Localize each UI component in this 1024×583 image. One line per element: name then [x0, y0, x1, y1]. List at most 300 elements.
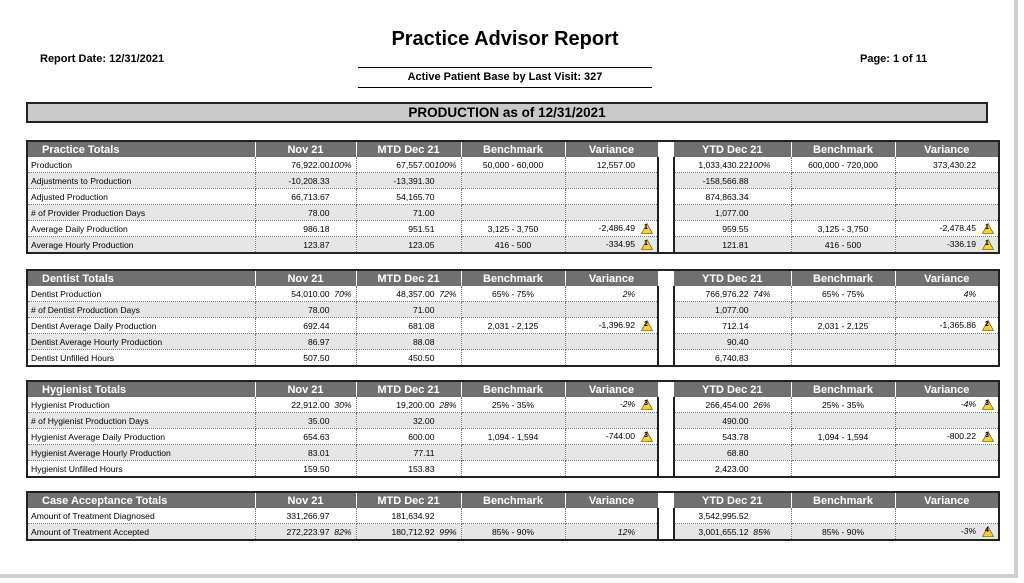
- column-gap: [658, 413, 674, 429]
- warning-badge: [635, 431, 653, 441]
- mtd-cell-value: 600.00: [408, 431, 435, 442]
- warning-badge: [976, 399, 994, 409]
- mtd-cell: [356, 334, 461, 350]
- variance-cell: [895, 429, 999, 445]
- ytd-cell-value: 6,740.83: [715, 352, 749, 363]
- nov-cell-value: 331,266.97: [286, 510, 330, 521]
- mtd-cell-value: 123.05: [408, 239, 435, 250]
- variance-cell: [565, 350, 658, 367]
- column-gap: [658, 429, 674, 445]
- page-indicator: Page: 1 of 11: [860, 53, 928, 65]
- table-row: [27, 413, 999, 429]
- ytd-cell: [674, 205, 791, 221]
- variance-value: 12,557.00: [596, 159, 635, 170]
- table-row: [27, 524, 999, 541]
- variance-cell: [565, 302, 658, 318]
- variance-cell: [565, 189, 658, 205]
- benchmark-cell: [791, 189, 895, 205]
- nov-cell-value: 54,010.00: [291, 288, 330, 299]
- column-gap: [658, 524, 674, 541]
- badge-number: 1: [985, 239, 989, 247]
- variance-cell: [565, 157, 658, 173]
- variance-value: -744.00: [605, 430, 635, 441]
- benchmark-cell: 3,125 - 3,750: [461, 221, 565, 237]
- row-label: # of Provider Production Days: [27, 205, 255, 221]
- column-header: Variance: [895, 492, 999, 508]
- variance-cell: [565, 286, 658, 302]
- row-label: Amount of Treatment Diagnosed: [27, 508, 255, 524]
- benchmark-cell: [791, 334, 895, 350]
- nov-cell: [255, 205, 356, 221]
- mtd-cell-value: 450.50: [408, 352, 435, 363]
- variance-cell: [565, 461, 658, 478]
- mtd-cell-percent: 99%: [439, 526, 457, 537]
- benchmark-cell: [461, 350, 565, 367]
- variance-cell: [895, 173, 999, 189]
- nov-cell: [255, 350, 356, 367]
- section-title: Practice Totals: [27, 141, 255, 157]
- column-header: Benchmark: [791, 270, 895, 286]
- benchmark-cell: [791, 302, 895, 318]
- benchmark-cell: [791, 461, 895, 478]
- warning-badge: [976, 320, 994, 330]
- variance-cell: [895, 157, 999, 173]
- ytd-cell-percent: 74%: [753, 288, 771, 299]
- variance-cell: [565, 524, 658, 541]
- section-table-hygienist-totals: [26, 380, 1000, 478]
- ytd-cell-value: 766,976.22: [705, 288, 749, 299]
- nov-cell: [255, 286, 356, 302]
- row-label: Hygienist Average Hourly Production: [27, 445, 255, 461]
- nov-cell: [255, 237, 356, 254]
- table-row: [27, 461, 999, 478]
- ytd-cell: [674, 157, 791, 173]
- section-title: Hygienist Totals: [27, 381, 255, 397]
- badge-number: 4: [985, 526, 989, 534]
- benchmark-cell: 3,125 - 3,750: [791, 221, 895, 237]
- section-table-case-acceptance-totals: [26, 491, 1000, 541]
- table-row: [27, 302, 999, 318]
- ytd-cell-value: -158,566.88: [702, 175, 749, 186]
- mtd-cell: [356, 397, 461, 413]
- column-header: Variance: [565, 381, 658, 397]
- benchmark-cell: 65% - 75%: [461, 286, 565, 302]
- benchmark-cell: 65% - 75%: [791, 286, 895, 302]
- row-label: Adjusted Production: [27, 189, 255, 205]
- mtd-cell: [356, 413, 461, 429]
- ytd-cell: [674, 334, 791, 350]
- ytd-cell-value: 959.55: [722, 223, 749, 234]
- mtd-cell: [356, 205, 461, 221]
- variance-value: -2%: [619, 398, 635, 409]
- nov-cell-percent: 30%: [334, 399, 352, 410]
- benchmark-cell: [791, 413, 895, 429]
- variance-value: -4%: [960, 398, 976, 409]
- report-title: Practice Advisor Report: [391, 28, 619, 50]
- variance-cell: [565, 429, 658, 445]
- variance-cell: [895, 524, 999, 541]
- section-title: Dentist Totals: [27, 270, 255, 286]
- variance-value: -2,478.45: [939, 222, 976, 233]
- mtd-cell: [356, 445, 461, 461]
- column-gap: [658, 461, 674, 478]
- mtd-cell-value: 681.08: [408, 320, 435, 331]
- nov-cell-value: 35.00: [307, 415, 330, 426]
- ytd-cell: [674, 524, 791, 541]
- nov-cell: [255, 524, 356, 541]
- benchmark-cell: 1,094 - 1,594: [461, 429, 565, 445]
- ytd-cell: [674, 189, 791, 205]
- variance-cell: [895, 189, 999, 205]
- badge-number: 3: [644, 431, 648, 439]
- benchmark-cell: [461, 413, 565, 429]
- variance-value: -334.95: [605, 238, 635, 249]
- column-header: Nov 21: [255, 270, 356, 286]
- nov-cell: [255, 508, 356, 524]
- mtd-cell: [356, 286, 461, 302]
- variance-cell: [895, 221, 999, 237]
- row-label: Amount of Treatment Accepted: [27, 524, 255, 541]
- variance-cell: [565, 413, 658, 429]
- section-header-row: [27, 141, 999, 157]
- ytd-cell-value: 3,001,655.12: [698, 526, 749, 537]
- row-label: Average Hourly Production: [27, 237, 255, 254]
- column-header: Nov 21: [255, 381, 356, 397]
- mtd-cell-value: 48,357.00: [396, 288, 435, 299]
- variance-cell: [895, 413, 999, 429]
- variance-cell: [565, 397, 658, 413]
- production-banner: PRODUCTION as of 12/31/2021: [26, 102, 988, 123]
- column-gap: [658, 286, 674, 302]
- column-gap: [658, 492, 674, 508]
- row-label: Dentist Average Hourly Production: [27, 334, 255, 350]
- column-gap: [658, 141, 674, 157]
- table-row: [27, 318, 999, 334]
- column-header: Benchmark: [461, 381, 565, 397]
- report-date-label: Report Date:: [40, 53, 107, 65]
- nov-cell: [255, 445, 356, 461]
- mtd-cell: [356, 221, 461, 237]
- mtd-cell-percent: 72%: [439, 288, 457, 299]
- column-header: Nov 21: [255, 492, 356, 508]
- warning-badge: [976, 239, 994, 249]
- variance-cell: [895, 237, 999, 254]
- ytd-cell-percent: 85%: [753, 526, 771, 537]
- warning-badge: [976, 223, 994, 233]
- ytd-cell-value: 1,033,430.22: [698, 159, 749, 170]
- variance-value: -336.19: [946, 238, 976, 249]
- row-label: # of Hygienist Production Days: [27, 413, 255, 429]
- ytd-cell: [674, 429, 791, 445]
- column-gap: [658, 397, 674, 413]
- mtd-cell-percent: 100%: [434, 159, 457, 170]
- badge-number: 1: [644, 223, 648, 231]
- variance-value: -1,396.92: [598, 319, 635, 330]
- benchmark-cell: 416 - 500: [791, 237, 895, 254]
- ytd-cell-value: 266,454.00: [705, 399, 749, 410]
- nov-cell-value: 76,922.00: [291, 159, 330, 170]
- report-subtitle: Active Patient Base by Last Visit: 327: [358, 67, 652, 88]
- column-gap: [658, 237, 674, 254]
- row-label: Dentist Average Daily Production: [27, 318, 255, 334]
- column-gap: [658, 270, 674, 286]
- mtd-cell: [356, 429, 461, 445]
- ytd-cell-value: 2,423.00: [715, 463, 749, 474]
- mtd-cell-value: 153.83: [408, 463, 435, 474]
- ytd-cell: [674, 286, 791, 302]
- mtd-cell: [356, 524, 461, 541]
- nov-cell-value: 692.44: [303, 320, 330, 331]
- column-header: Benchmark: [461, 141, 565, 157]
- column-gap: [658, 189, 674, 205]
- nov-cell-value: 86.97: [307, 336, 330, 347]
- mtd-cell-value: 88.08: [412, 336, 435, 347]
- benchmark-cell: 2,031 - 2,125: [791, 318, 895, 334]
- nov-cell-value: 123.87: [303, 239, 330, 250]
- variance-cell: [895, 286, 999, 302]
- mtd-cell-value: 71.00: [412, 304, 435, 315]
- benchmark-cell: [461, 205, 565, 221]
- table-row: [27, 286, 999, 302]
- row-label: Production: [27, 157, 255, 173]
- warning-badge: [635, 239, 653, 249]
- mtd-cell-value: -13,391.30: [393, 175, 435, 186]
- variance-cell: [895, 508, 999, 524]
- ytd-cell: [674, 237, 791, 254]
- nov-cell: [255, 461, 356, 478]
- variance-cell: [895, 334, 999, 350]
- ytd-cell: [674, 221, 791, 237]
- column-header: MTD Dec 21: [356, 381, 461, 397]
- benchmark-cell: [461, 173, 565, 189]
- mtd-cell: [356, 508, 461, 524]
- column-header: Variance: [565, 270, 658, 286]
- variance-cell: [895, 302, 999, 318]
- report-date-value: 12/31/2021: [109, 53, 165, 65]
- mtd-cell-value: 180,712.92: [391, 526, 435, 537]
- mtd-cell-value: 54,165.70: [396, 191, 435, 202]
- column-header: Variance: [895, 141, 999, 157]
- mtd-cell: [356, 157, 461, 173]
- ytd-cell-value: 712.14: [722, 320, 749, 331]
- report-date: [40, 53, 164, 65]
- row-label: Dentist Unfilled Hours: [27, 350, 255, 367]
- ytd-cell-value: 874,863.34: [705, 191, 749, 202]
- ytd-cell: [674, 302, 791, 318]
- table-row: [27, 157, 999, 173]
- row-label: Average Daily Production: [27, 221, 255, 237]
- variance-cell: [565, 334, 658, 350]
- column-header: MTD Dec 21: [356, 492, 461, 508]
- column-header: Variance: [565, 492, 658, 508]
- column-gap: [658, 508, 674, 524]
- ytd-cell-value: 121.81: [722, 239, 749, 250]
- column-header: Benchmark: [791, 381, 895, 397]
- column-gap: [658, 350, 674, 367]
- variance-value: 4%: [963, 288, 976, 299]
- nov-cell-value: 78.00: [307, 304, 330, 315]
- variance-cell: [565, 237, 658, 254]
- row-label: Adjustments to Production: [27, 173, 255, 189]
- benchmark-cell: [461, 445, 565, 461]
- variance-cell: [565, 508, 658, 524]
- mtd-cell: [356, 350, 461, 367]
- badge-number: 2: [644, 320, 648, 328]
- variance-cell: [565, 173, 658, 189]
- column-gap: [658, 302, 674, 318]
- column-header: Variance: [895, 270, 999, 286]
- benchmark-cell: [461, 334, 565, 350]
- variance-cell: [895, 318, 999, 334]
- badge-number: 3: [644, 399, 648, 407]
- benchmark-cell: [461, 302, 565, 318]
- column-gap: [658, 173, 674, 189]
- variance-cell: [895, 445, 999, 461]
- section-header-row: [27, 492, 999, 508]
- variance-cell: [565, 445, 658, 461]
- row-label: Hygienist Unfilled Hours: [27, 461, 255, 478]
- column-header: Variance: [895, 381, 999, 397]
- benchmark-cell: [791, 445, 895, 461]
- ytd-cell: [674, 318, 791, 334]
- column-gap: [658, 221, 674, 237]
- benchmark-cell: [791, 205, 895, 221]
- column-gap: [658, 205, 674, 221]
- benchmark-cell: [791, 508, 895, 524]
- nov-cell: [255, 413, 356, 429]
- nov-cell-percent: 70%: [334, 288, 352, 299]
- nov-cell-value: 66,713.67: [291, 191, 330, 202]
- nov-cell-percent: 82%: [334, 526, 352, 537]
- section-title: Case Acceptance Totals: [27, 492, 255, 508]
- mtd-cell-value: 32.00: [412, 415, 435, 426]
- column-header: Nov 21: [255, 141, 356, 157]
- section-header-row: [27, 381, 999, 397]
- ytd-cell: [674, 461, 791, 478]
- row-label: Hygienist Production: [27, 397, 255, 413]
- benchmark-cell: 600,000 - 720,000: [791, 157, 895, 173]
- nov-cell-value: -10,208.33: [288, 175, 330, 186]
- column-header: Variance: [565, 141, 658, 157]
- nov-cell: [255, 157, 356, 173]
- ytd-cell-value: 1,077.00: [715, 207, 749, 218]
- variance-value: -800.22: [946, 430, 976, 441]
- table-row: [27, 173, 999, 189]
- nov-cell-value: 986.18: [303, 223, 330, 234]
- benchmark-cell: 25% - 35%: [791, 397, 895, 413]
- ytd-cell-value: 3,542,995.52: [698, 510, 749, 521]
- nov-cell: [255, 334, 356, 350]
- table-row: [27, 237, 999, 254]
- variance-value: 373,430.22: [932, 159, 976, 170]
- badge-number: 3: [985, 431, 989, 439]
- variance-value: -2,486.49: [598, 222, 635, 233]
- table-row: [27, 334, 999, 350]
- ytd-cell: [674, 445, 791, 461]
- ytd-cell-value: 68.80: [726, 447, 749, 458]
- nov-cell-percent: 100%: [329, 159, 352, 170]
- mtd-cell: [356, 318, 461, 334]
- benchmark-cell: 25% - 35%: [461, 397, 565, 413]
- warning-badge: [635, 223, 653, 233]
- column-gap: [658, 318, 674, 334]
- table-row: [27, 429, 999, 445]
- table-row: [27, 221, 999, 237]
- mtd-cell: [356, 302, 461, 318]
- mtd-cell: [356, 461, 461, 478]
- mtd-cell-percent: 28%: [439, 399, 457, 410]
- variance-cell: [895, 205, 999, 221]
- warning-badge: [976, 526, 994, 536]
- benchmark-cell: [461, 461, 565, 478]
- nov-cell-value: 159.50: [303, 463, 330, 474]
- table-row: [27, 397, 999, 413]
- column-header: MTD Dec 21: [356, 141, 461, 157]
- ytd-cell: [674, 508, 791, 524]
- mtd-cell: [356, 173, 461, 189]
- table-row: [27, 508, 999, 524]
- nov-cell: [255, 429, 356, 445]
- nov-cell-value: 507.50: [303, 352, 330, 363]
- benchmark-cell: 1,094 - 1,594: [791, 429, 895, 445]
- ytd-cell: [674, 350, 791, 367]
- benchmark-cell: [791, 350, 895, 367]
- variance-cell: [565, 318, 658, 334]
- ytd-cell-percent: 100%: [748, 159, 771, 170]
- mtd-cell: [356, 189, 461, 205]
- ytd-cell-value: 543.78: [722, 431, 749, 442]
- ytd-cell-percent: 26%: [753, 399, 771, 410]
- mtd-cell-value: 181,634.92: [391, 510, 435, 521]
- variance-value: -1,365.86: [939, 319, 976, 330]
- column-header: YTD Dec 21: [674, 270, 791, 286]
- table-row: [27, 205, 999, 221]
- row-label: Dentist Production: [27, 286, 255, 302]
- nov-cell: [255, 221, 356, 237]
- nov-cell: [255, 189, 356, 205]
- column-header: Benchmark: [791, 492, 895, 508]
- benchmark-cell: [461, 508, 565, 524]
- variance-value: -3%: [960, 525, 976, 536]
- variance-cell: [895, 461, 999, 478]
- section-table-practice-totals: [26, 140, 1000, 254]
- ytd-cell: [674, 397, 791, 413]
- variance-value: 2%: [622, 288, 635, 299]
- variance-cell: [895, 397, 999, 413]
- section-header-row: [27, 270, 999, 286]
- column-header: Benchmark: [461, 270, 565, 286]
- warning-badge: [976, 431, 994, 441]
- mtd-cell-value: 19,200.00: [396, 399, 435, 410]
- column-header: Benchmark: [461, 492, 565, 508]
- badge-number: 3: [985, 399, 989, 407]
- nov-cell-value: 272,223.97: [286, 526, 330, 537]
- benchmark-cell: 85% - 90%: [791, 524, 895, 541]
- variance-cell: [565, 221, 658, 237]
- mtd-cell-value: 951.51: [408, 223, 435, 234]
- nov-cell-value: 654.63: [303, 431, 330, 442]
- benchmark-cell: 416 - 500: [461, 237, 565, 254]
- column-gap: [658, 381, 674, 397]
- badge-number: 1: [985, 223, 989, 231]
- section-table-dentist-totals: [26, 269, 1000, 367]
- column-header: Benchmark: [791, 141, 895, 157]
- table-row: [27, 445, 999, 461]
- nov-cell: [255, 397, 356, 413]
- column-gap: [658, 445, 674, 461]
- nov-cell: [255, 318, 356, 334]
- mtd-cell: [356, 237, 461, 254]
